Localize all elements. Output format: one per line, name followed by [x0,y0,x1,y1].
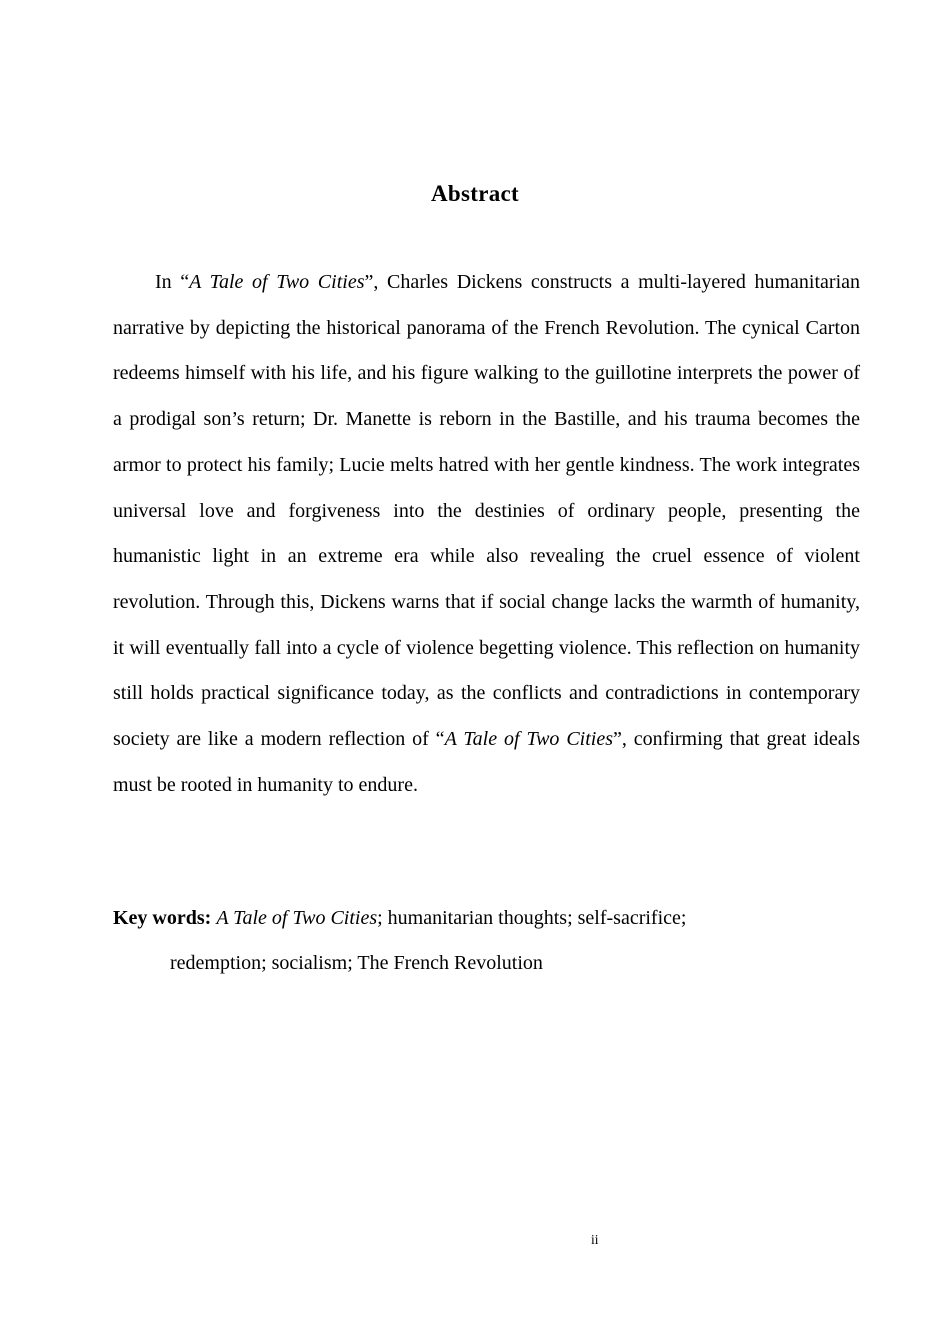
keywords-line2: redemption; socialism; The French Revolution [170,952,543,974]
keywords-content: A Tale of Two Cities; humanitarian thoughts; self-sacrifice; [216,907,687,929]
keywords-label: Key words: [113,907,217,929]
page-number: ii [591,1232,599,1247]
abstract-paragraph: In “A Tale of Two Cities”, Charles Dickens constructs a multi-layered humanitarian narrative by depicting the historical panorama of the French Revolution. The cynical Carton redeems himself with his life, and his figure walking to the guillotine interprets the power of a prodigal son’s return; Dr. Manette is reborn in the Bastille, and his trauma becomes the armor to protect his family; Lucie melts hatred with her gentle kindness. The work integrates universal love and forgiveness into the destinies of ordinary people, presenting the humanistic light in an extreme era while also revealing the cruel essence of violent revolution. Through this, Dickens warns that if social change lacks the warmth of humanity, it will eventually fall into a cycle of violence begetting violence. This reflection on humanity still holds practical significance today, as the conflicts and contradictions in contemporary society are like a modern reflection of “A Tale of Two Cities”, confirming that great ideals must be rooted in humanity to endure. [113,271,861,796]
page-title: Abstract [431,181,519,206]
keywords-line [113,896,860,942]
